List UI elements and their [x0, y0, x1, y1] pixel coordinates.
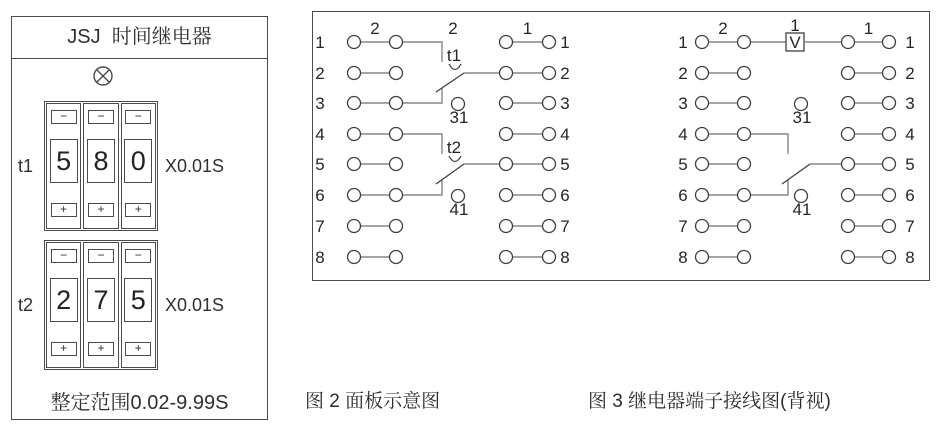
fig3-left-terminal-b-row5 — [738, 158, 751, 171]
timer-t1-wheel-3-decrement-button[interactable]: − — [125, 110, 151, 124]
timer-t2-label: t2 — [18, 294, 34, 315]
setting-range-label: 整定范围0.02-9.99S — [50, 392, 229, 414]
fig2-left-row-number: 7 — [315, 217, 325, 236]
timer-t1-wheel-1-increment-button[interactable]: + — [51, 203, 77, 217]
timer-t2-wheel-3-digit: 5 — [124, 278, 152, 322]
fig2-top-label-center: 2 — [448, 19, 458, 38]
timer-t1-label: t1 — [18, 155, 34, 176]
terminal-diagrams-svg — [313, 12, 928, 279]
fig2-right-terminal-b-row6 — [543, 189, 556, 202]
fig2-right-terminal-a-row6 — [500, 189, 513, 202]
fig2-left-terminal-b-row7 — [390, 220, 403, 233]
timer-t2-multiplier: X0.01S — [165, 294, 225, 315]
fig2-left-row-number: 6 — [315, 186, 325, 205]
fig2-left-terminal-b-row8 — [390, 251, 403, 264]
fig2-left-terminal-a-row3 — [348, 97, 361, 110]
timer-t2-wheel-3-decrement-button[interactable]: − — [125, 249, 151, 263]
fig2-right-row-number: 4 — [560, 125, 570, 144]
fig3-right-terminal-a-row3 — [842, 97, 855, 110]
fig2-right-row-number: 7 — [560, 217, 570, 236]
fig2-aux-terminal-number-31: 31 — [449, 108, 469, 127]
fig3-left-row-number: 8 — [678, 248, 688, 267]
fig2-right-terminal-a-row7 — [500, 220, 513, 233]
timer-t1-wheel-2-increment-button[interactable]: + — [88, 203, 114, 217]
fig2-left-row-number: 1 — [315, 33, 325, 52]
fig3-left-row-number: 6 — [678, 186, 688, 205]
timer-t1-thumbwheel-group — [44, 101, 158, 231]
timer-t1-multiplier: X0.01S — [165, 155, 225, 176]
fig2-right-row-number: 5 — [560, 155, 570, 174]
indicator-lamp-icon — [90, 63, 116, 89]
fig3-left-terminal-a-row4 — [696, 128, 709, 141]
fig2-right-terminal-b-row7 — [543, 220, 556, 233]
fig3-left-row-number: 1 — [678, 33, 688, 52]
fig2-left-terminal-b-row1 — [390, 36, 403, 49]
fig2-right-row-number: 3 — [560, 94, 570, 113]
fig2-right-terminal-b-row5 — [543, 158, 556, 171]
fig3-right-row-number: 8 — [905, 248, 915, 267]
fig3-left-terminal-b-row7 — [738, 220, 751, 233]
fig3-top-label-center: 1 — [790, 16, 800, 35]
timer-t1-wheel-2-digit: 8 — [87, 139, 115, 183]
fig2-right-terminal-b-row8 — [543, 251, 556, 264]
fig2-left-terminal-a-row4 — [348, 128, 361, 141]
fig2-right-row-number: 6 — [560, 186, 570, 205]
fig2-right-terminal-a-row4 — [500, 128, 513, 141]
timer-t2-thumbwheel-group — [44, 240, 158, 370]
fig2-right-terminal-a-row8 — [500, 251, 513, 264]
fig3-right-row-number: 5 — [905, 155, 915, 174]
relay-front-panel — [11, 16, 268, 420]
fig3-right-terminal-b-row7 — [883, 220, 896, 233]
fig2-top-label-left: 2 — [370, 19, 380, 38]
fig2-right-terminal-b-row3 — [543, 97, 556, 110]
fig2-right-row-number: 8 — [560, 248, 570, 267]
fig2-left-terminal-a-row7 — [348, 220, 361, 233]
fig3-left-terminal-a-row6 — [696, 189, 709, 202]
fig3-meter-letter: V — [789, 33, 801, 52]
fig2-right-terminal-b-row4 — [543, 128, 556, 141]
terminal-diagrams-box — [312, 11, 930, 281]
fig3-left-row-number: 5 — [678, 155, 688, 174]
fig3-right-row-number: 3 — [905, 94, 915, 113]
wire — [403, 134, 442, 154]
fig2-right-terminal-b-row1 — [543, 36, 556, 49]
fig3-right-terminal-b-row6 — [883, 189, 896, 202]
fig2-contact-label-t2: t2 — [446, 138, 462, 157]
fig2-left-row-number: 3 — [315, 94, 325, 113]
timer-t2-wheel-1-digit: 2 — [50, 278, 78, 322]
fig2-right-terminal-a-row2 — [500, 67, 513, 80]
fig3-left-row-number: 7 — [678, 217, 688, 236]
fig3-right-terminal-a-row2 — [842, 67, 855, 80]
fig3-right-terminal-b-row2 — [883, 67, 896, 80]
fig2-right-row-number: 1 — [560, 33, 570, 52]
fig3-left-terminal-b-row1 — [738, 36, 751, 49]
fig2-left-terminal-a-row8 — [348, 251, 361, 264]
fig3-left-row-number: 4 — [678, 125, 688, 144]
fig3-left-terminal-b-row3 — [738, 97, 751, 110]
fig3-right-terminal-a-row6 — [842, 189, 855, 202]
fig3-left-terminal-a-row1 — [696, 36, 709, 49]
timer-t1-wheel-2-decrement-button[interactable]: − — [88, 110, 114, 124]
timer-row-t2 — [18, 240, 266, 370]
figure3-caption: 图 3 继电器端子接线图(背视) — [588, 391, 831, 412]
timer-t2-wheel-3 — [121, 242, 156, 368]
fig2-top-label-right: 1 — [522, 19, 533, 38]
wire — [403, 88, 442, 103]
timer-t1-wheel-3-increment-button[interactable]: + — [125, 203, 151, 217]
fig2-left-row-number: 2 — [315, 64, 325, 83]
wire — [751, 180, 788, 195]
fig3-left-row-number: 3 — [678, 94, 688, 113]
fig3-aux-terminal-number-41: 41 — [792, 200, 812, 219]
timer-t1-wheel-3 — [121, 103, 156, 229]
fig2-left-terminal-b-row2 — [390, 67, 403, 80]
fig2-left-terminal-b-row6 — [390, 189, 403, 202]
fig3-right-row-number: 6 — [905, 186, 915, 205]
contact-symbol — [436, 164, 464, 184]
fig2-left-terminal-a-row2 — [348, 67, 361, 80]
fig3-aux-terminal-number-31: 31 — [792, 108, 812, 127]
fig2-right-terminal-a-row5 — [500, 158, 513, 171]
timer-t1-wheel-1-digit: 5 — [50, 139, 78, 183]
timer-t2-wheel-1-increment-button[interactable]: + — [51, 342, 77, 356]
fig2-left-terminal-b-row5 — [390, 158, 403, 171]
fig3-right-terminal-b-row8 — [883, 251, 896, 264]
fig3-left-terminal-b-row4 — [738, 128, 751, 141]
timer-row-t1 — [18, 101, 266, 231]
fig3-left-terminal-a-row2 — [696, 67, 709, 80]
timer-t1-wheel-2 — [83, 103, 118, 229]
fig2-right-row-number: 2 — [560, 64, 570, 83]
fig3-left-terminal-a-row7 — [696, 220, 709, 233]
fig3-right-terminal-b-row5 — [883, 158, 896, 171]
wire — [403, 42, 442, 62]
fig2-left-terminal-b-row3 — [390, 97, 403, 110]
fig2-right-terminal-a-row3 — [500, 97, 513, 110]
fig3-left-terminal-a-row3 — [696, 97, 709, 110]
fig3-left-terminal-a-row8 — [696, 251, 709, 264]
fig2-right-terminal-a-row1 — [500, 36, 513, 49]
fig2-left-terminal-a-row1 — [348, 36, 361, 49]
timer-t2-wheel-2 — [83, 242, 118, 368]
fig2-aux-terminal-number-41: 41 — [449, 200, 469, 219]
timer-t2-wheel-1 — [46, 242, 81, 368]
timer-t2-wheel-2-digit: 7 — [87, 278, 115, 322]
fig3-right-terminal-a-row1 — [842, 36, 855, 49]
fig3-right-terminal-a-row8 — [842, 251, 855, 264]
fig3-left-terminal-b-row6 — [738, 189, 751, 202]
fig2-left-row-number: 4 — [315, 125, 325, 144]
fig3-left-terminal-a-row5 — [696, 158, 709, 171]
timer-t2-wheel-2-increment-button[interactable]: + — [88, 342, 114, 356]
fig3-right-terminal-b-row4 — [883, 128, 896, 141]
fig2-left-row-number: 8 — [315, 248, 325, 267]
fig3-left-terminal-b-row8 — [738, 251, 751, 264]
wire — [751, 134, 788, 154]
timer-t1-wheel-3-digit: 0 — [124, 139, 152, 183]
timer-t1-wheel-1 — [46, 103, 81, 229]
fig3-left-row-number: 2 — [678, 64, 688, 83]
fig3-right-row-number: 7 — [905, 217, 915, 236]
fig2-left-row-number: 5 — [315, 155, 325, 174]
fig3-right-row-number: 1 — [905, 33, 915, 52]
timer-t2-wheel-1-decrement-button[interactable]: − — [51, 249, 77, 263]
fig3-right-row-number: 4 — [905, 125, 915, 144]
fig3-right-row-number: 2 — [905, 64, 915, 83]
fig3-left-terminal-b-row2 — [738, 67, 751, 80]
fig3-right-terminal-a-row4 — [842, 128, 855, 141]
contact-symbol — [782, 164, 810, 184]
fig2-left-terminal-b-row4 — [390, 128, 403, 141]
fig2-wiring — [315, 19, 569, 267]
fig3-right-terminal-a-row5 — [842, 158, 855, 171]
fig3-wiring — [678, 16, 914, 267]
fig3-top-label-left: 2 — [718, 19, 728, 38]
fig3-top-label-right: 1 — [863, 19, 874, 38]
figure2-caption: 图 2 面板示意图 — [305, 391, 441, 412]
timer-t2-wheel-2-decrement-button[interactable]: − — [88, 249, 114, 263]
timer-t1-wheel-1-decrement-button[interactable]: − — [51, 110, 77, 124]
timer-t2-wheel-3-increment-button[interactable]: + — [125, 342, 151, 356]
wire — [403, 180, 442, 195]
fig3-right-terminal-a-row7 — [842, 220, 855, 233]
contact-symbol — [436, 73, 464, 92]
panel-title: JSJ 时间继电器 — [12, 17, 267, 59]
fig2-left-terminal-a-row5 — [348, 158, 361, 171]
fig2-right-terminal-b-row2 — [543, 67, 556, 80]
fig2-contact-label-t1: t1 — [446, 46, 462, 65]
fig2-left-terminal-a-row6 — [348, 189, 361, 202]
fig3-right-terminal-b-row1 — [883, 36, 896, 49]
fig3-right-terminal-b-row3 — [883, 97, 896, 110]
